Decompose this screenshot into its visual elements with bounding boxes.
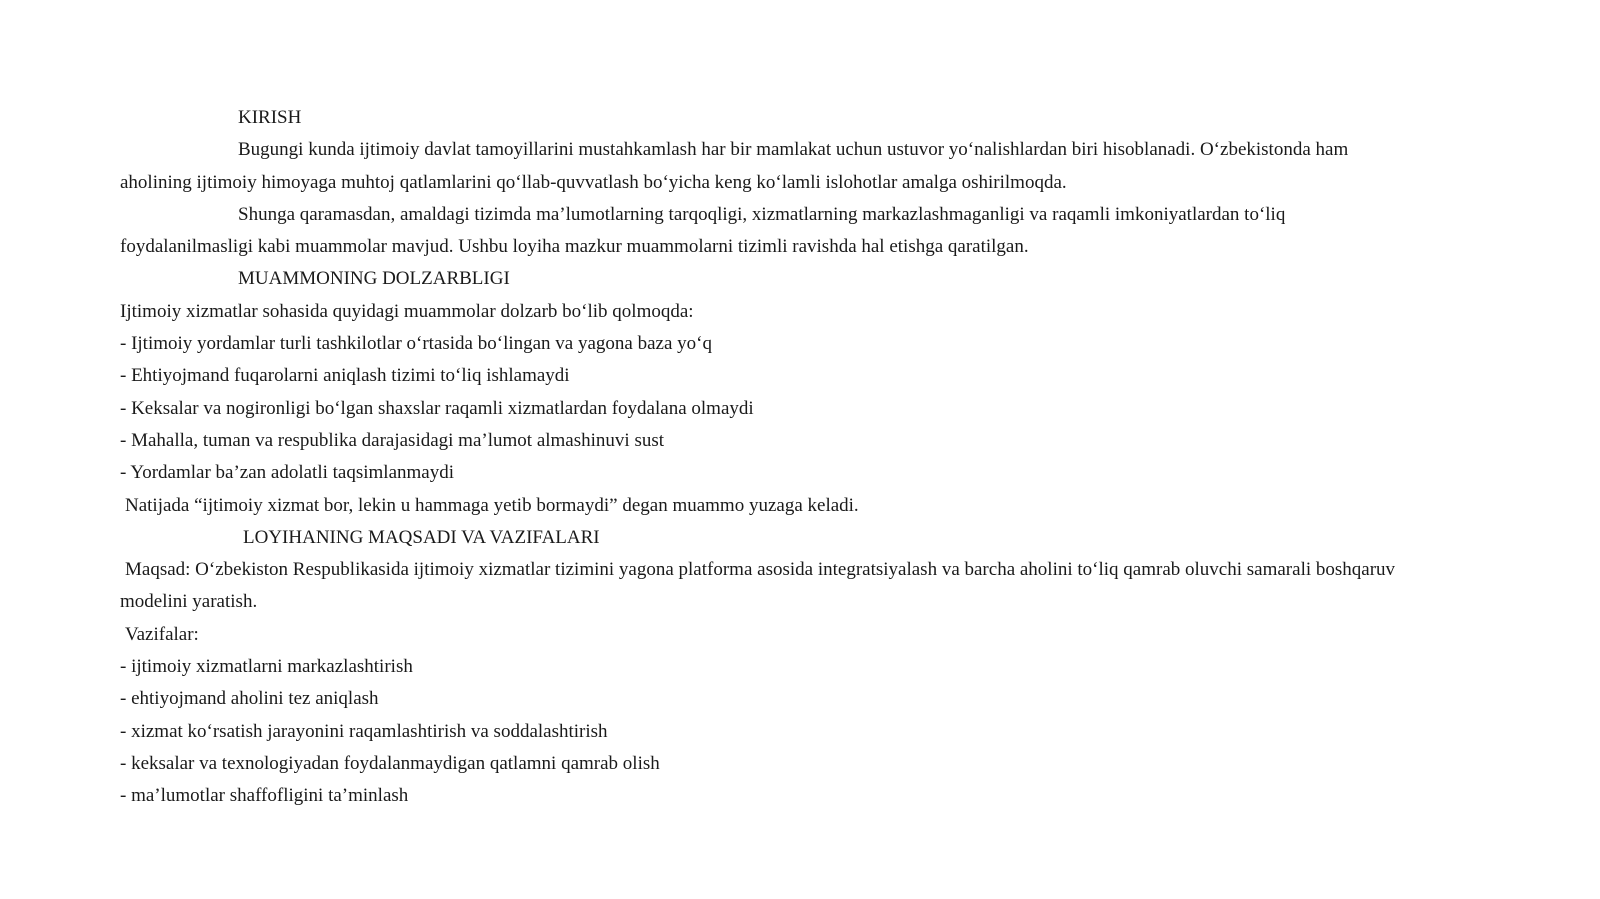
vazifalar-list-item: - xizmat ko‘rsatish jarayonini raqamlashtirish va soddalashtirish (120, 720, 608, 742)
muammo-list-item: - Keksalar va nogironligi bo‘lgan shaxslar raqamli xizmatlardan foydalana olmaydi (120, 397, 754, 419)
muammo-intro: Ijtimoiy xizmatlar sohasida quyidagi muammolar dolzarb bo‘lib qolmoqda: (120, 300, 694, 322)
vazifalar-list-item: - ma’lumotlar shaffofligini ta’minlash (120, 785, 409, 807)
maqsad-line-1: Maqsad: O‘zbekiston Respublikasida ijtimoiy xizmatlar tizimini yagona platforma asosida integratsiyalash va barcha aholini to‘liq qamrab oluvchi samarali boshqaruv (125, 559, 1396, 581)
document-body (120, 102, 1460, 813)
vazifalar-list-item: - keksalar va texnologiyadan foydalanmaydigan qatlamni qamrab olish (120, 752, 660, 774)
natija-sentence: Natijada “ijtimoiy xizmat bor, lekin u hammaga yetib bormaydi” degan muammo yuzaga keladi. (125, 494, 859, 516)
muammo-list-item: - Mahalla, tuman va respublika darajasidagi ma’lumot almashinuvi sust (120, 429, 665, 451)
kirish-heading: KIRISH (238, 107, 302, 128)
intro-paragraph-1-line-2: aholining ijtimoiy himoyaga muhtoj qatlamlarini qo‘llab-quvvatlash bo‘yicha keng ko‘lamli islohotlar amalga oshirilmoqda. (120, 171, 1067, 193)
muammo-list-item: - Ehtiyojmand fuqarolarni aniqlash tizimi to‘liq ishlamaydi (120, 365, 570, 387)
vazifalar-label: Vazifalar: (125, 623, 199, 645)
vazifalar-list-item: - ijtimoiy xizmatlarni markazlashtirish (120, 656, 413, 678)
intro-paragraph-2-line-2: foydalanilmasligi kabi muammolar mavjud. Ushbu loyiha mazkur muammolarni tizimli ravishda hal etishga qaratilgan. (120, 236, 1029, 258)
muammo-heading: MUAMMONING DOLZARBLIGI (238, 268, 510, 290)
muammo-list-item: - Yordamlar ba’zan adolatli taqsimlanmaydi (120, 462, 454, 484)
intro-paragraph-1-line-1: Bugungi kunda ijtimoiy davlat tamoyillarini mustahkamlash har bir mamlakat uchun ustuvor yo‘nalishlardan biri hisoblanadi. O‘zbekistonda ham (238, 139, 1349, 161)
maqsad-line-2: modelini yaratish. (120, 591, 258, 613)
vazifalar-list-item: - ehtiyojmand aholini tez aniqlash (120, 688, 379, 710)
intro-paragraph-2-line-1: Shunga qaramasdan, amaldagi tizimda ma’lumotlarning tarqoqligi, xizmatlarning markazlashmaganligi va raqamli imkoniyatlardan to‘liq (238, 203, 1286, 225)
maqsad-heading: LOYIHANING MAQSADI VA VAZIFALARI (243, 526, 600, 548)
muammo-list-item: - Ijtimoiy yordamlar turli tashkilotlar o‘rtasida bo‘lingan va yagona baza yo‘q (120, 333, 712, 355)
